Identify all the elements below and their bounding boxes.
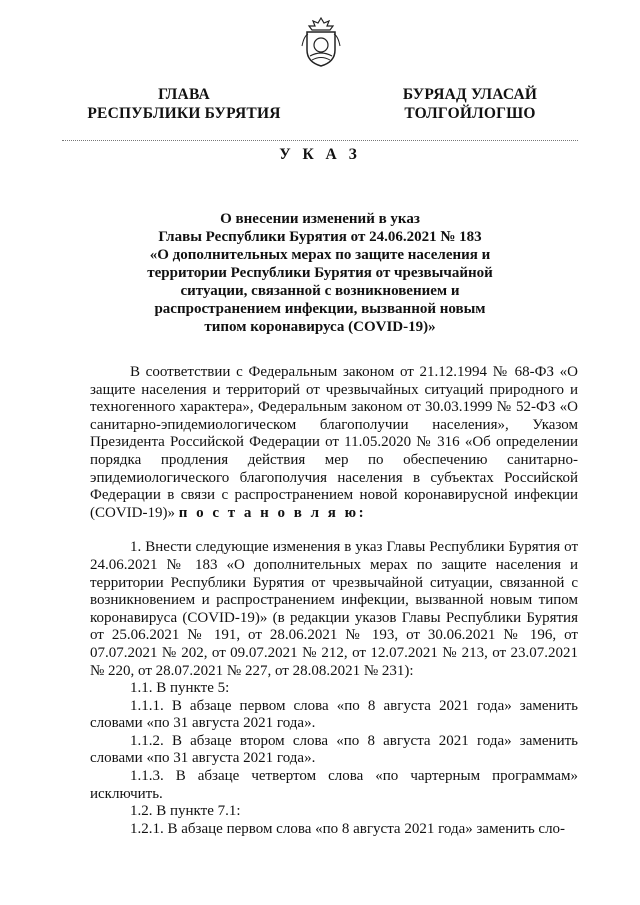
republic-emblem-icon [300,16,342,68]
decree-title-line: Главы Республики Бурятия от 24.06.2021 № 183 [158,229,482,245]
preamble-text: В соответствии с Федеральным законом от 21.12.1994 № 68-ФЗ «О защите населения и территорий от чрезвычайных ситуаций природного и техногенного характера», Федеральным законом от 30.03.1999 № 52-ФЗ «О санитарно-эпидемиологическом благополучии населения», Указом Президента Российской Федерации от 11.05.2020 № 316 «Об определении порядка продления действия мер по обеспечению санитарно-эпидемиологического благополучия населения в субъектах Российской Федерации в связи с распространением новой коронавирусной инфекции (COVID-19)» [90,364,578,521]
body-paragraph: 1.1.1. В абзаце первом слова «по 8 августа 2021 года» заменить словами «по 31 августа 2021 года». [90,697,578,732]
issuer-title-buryat [370,85,570,123]
decree-title-line: «О дополнительных мерах по защите населения и [149,247,491,263]
decree-title-line: типом коронавируса (COVID-19)» [204,319,436,335]
decree-title-line: ситуации, связанной с возникновением и [180,283,460,299]
decree-title-line: О внесении изменений в указ [220,211,420,227]
preamble-paragraph [90,364,578,522]
body-paragraph: 1. Внести следующие изменения в указ Главы Республики Бурятия от 24.06.2021 № 183 «О дополнительных мерах по защите населения и территории Республики Бурятия от чрезвычайной ситуации, связанной с возникновением и распространением инфекции, вызванной новым типом коронавируса (COVID-19)» (в редакции указов Главы Республики Бурятия от 25.06.2021 № 191, от 28.06.2021 № 193, от 30.06.2021 № 196, от 07.07.2021 № 202, от 09.07.2021 № 212, от 12.07.2021 № 213, от 23.07.2021 № 220, от 28.07.2021 № 227, от 28.08.2021 № 231): [90,539,578,679]
preamble-keyword: п о с т а н о в л я ю: [178,504,367,521]
issuer-title-line: ГЛАВА [158,86,210,103]
body-paragraph: 1.1.3. В абзаце четвертом слова «по чартерным программам» исключить. [90,768,578,802]
issuer-title-russian [78,85,290,123]
issuer-title-line: БУРЯАД УЛАСАЙ [402,86,538,103]
body-paragraph: 1.2.1. В абзаце первом слова «по 8 августа 2021 года» заменить сло- [130,820,566,837]
decree-title-line: территории Республики Бурятия от чрезвычайной [147,265,493,281]
document-type-label: У К А З [279,146,361,163]
header-divider [62,140,578,141]
body-paragraph: 1.1.2. В абзаце втором слова «по 8 августа 2021 года» заменить словами «по 31 августа 2021 года». [90,732,578,767]
issuer-title-line: ТОЛГОЙЛОГШО [404,105,536,122]
decree-title [140,210,500,336]
body-paragraph: 1.2. В пункте 7.1: [130,803,241,820]
issuer-title-line: РЕСПУБЛИКИ БУРЯТИЯ [87,105,281,122]
decree-title-line: распространением инфекции, вызванной новым [154,301,486,317]
body-paragraph: 1.1. В пункте 5: [130,680,230,697]
decree-body [90,364,578,838]
